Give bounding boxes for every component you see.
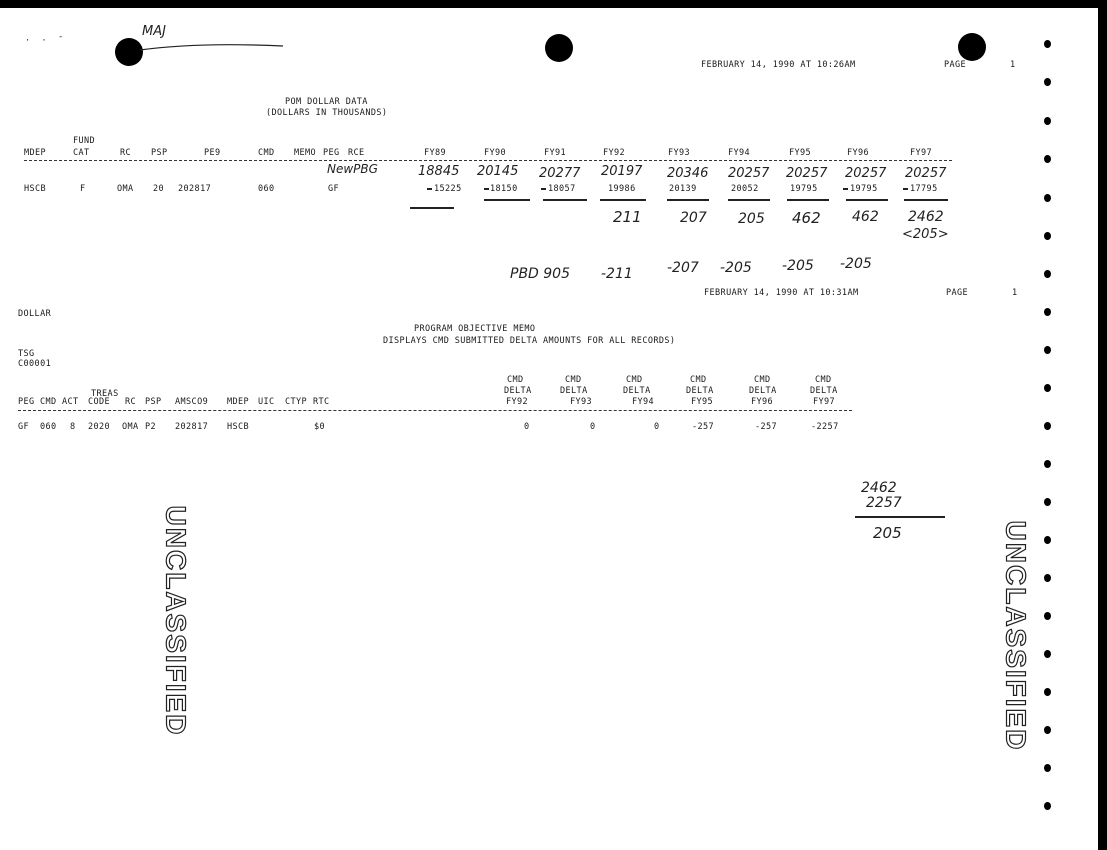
handwritten-value: 20257: [786, 166, 828, 181]
handwritten-delta: 462: [852, 209, 879, 225]
cell-fy92-delta: 0: [524, 422, 530, 432]
handwritten-underline: [787, 199, 829, 201]
handwritten-value: 20277: [539, 166, 581, 181]
feed-hole-icon: [1044, 650, 1051, 658]
punch-hole-icon: [958, 33, 986, 61]
col-header: FY90: [484, 148, 507, 158]
delta-header-l2: DELTA: [623, 386, 651, 396]
feed-hole-icon: [1044, 346, 1051, 354]
cell-fy93-delta: 0: [590, 422, 596, 432]
col-header: FY97: [910, 148, 933, 158]
handwritten-calc-rule: [855, 516, 945, 518]
cell-act: 8: [70, 422, 76, 432]
handwritten-value: 20257: [905, 166, 947, 181]
handwritten-underline: [846, 199, 888, 201]
handwritten-mark: [843, 188, 848, 190]
cell-fy90: 18150: [490, 184, 518, 194]
col-header: MEMO: [294, 148, 317, 158]
delta-header-l1: CMD: [565, 375, 582, 385]
feed-hole-icon: [1044, 726, 1051, 734]
col-header: RCE: [348, 148, 365, 158]
scan-top-border: [0, 0, 1107, 8]
delta-header-l3: FY94: [632, 397, 655, 407]
feed-hole-icon: [1044, 40, 1051, 48]
report1-title: POM DOLLAR DATA: [285, 97, 368, 107]
handwritten-delta: 462: [792, 209, 821, 227]
handwritten-pbd-value: -205: [720, 260, 752, 276]
handwritten-calc: 2462: [861, 480, 897, 496]
report2-treas-label: TREAS: [91, 389, 119, 399]
col-header: UIC: [258, 397, 275, 407]
feed-hole-icon: [1044, 802, 1051, 810]
handwritten-value: 20346: [667, 166, 709, 181]
cell-fy89: 15225: [434, 184, 462, 194]
handwritten-value: 20145: [477, 164, 519, 179]
handwritten-delta: 207: [680, 210, 707, 226]
initials-underline: [138, 38, 288, 54]
handwritten-value: 20257: [728, 166, 770, 181]
feed-hole-icon: [1044, 612, 1051, 620]
report1-subtitle: (DOLLARS IN THOUSANDS): [266, 108, 388, 118]
cell-rc: OMA: [117, 184, 134, 194]
report2-subtitle: DISPLAYS CMD SUBMITTED DELTA AMOUNTS FOR ALL RECORDS): [383, 336, 676, 346]
delta-header-l3: FY93: [570, 397, 593, 407]
handwritten-underline: [728, 199, 770, 201]
cell-peg: GF: [328, 184, 340, 194]
cell-fy94: 20052: [731, 184, 759, 194]
col-header: PEG: [323, 148, 340, 158]
feed-hole-icon: [1044, 574, 1051, 582]
handwritten-underline: [543, 199, 587, 201]
handwritten-pbd-value: -205: [840, 256, 872, 272]
report2-code: C00001: [18, 359, 52, 369]
handwritten-delta: 205: [738, 211, 765, 227]
col-header: CAT: [73, 148, 90, 158]
cell-cmd: 060: [40, 422, 57, 432]
col-header: CMD: [258, 148, 275, 158]
cell-fy97: 17795: [910, 184, 938, 194]
cell-fy95: 19795: [790, 184, 818, 194]
col-header: RC: [120, 148, 132, 158]
col-header: PE9: [204, 148, 221, 158]
feed-hole-icon: [1044, 688, 1051, 696]
delta-header-l3: FY92: [506, 397, 529, 407]
col-header: FY96: [847, 148, 870, 158]
report2-page-number: 1: [1012, 288, 1018, 298]
handwritten-value: 20257: [845, 166, 887, 181]
report2-left-label: DOLLAR: [18, 309, 52, 319]
feed-hole-icon: [1044, 384, 1051, 392]
scan-marks: · · ¯: [25, 36, 64, 46]
handwritten-calc: 2257: [866, 495, 902, 511]
cell-code: 2020: [88, 422, 111, 432]
cell-fy96: 19795: [850, 184, 878, 194]
col-header: FY91: [544, 148, 567, 158]
handwritten-delta: 2462: [908, 209, 944, 225]
handwritten-underline: [600, 199, 646, 201]
report1-header-fund: FUND: [73, 136, 96, 146]
delta-header-l2: DELTA: [560, 386, 588, 396]
col-header: CODE: [88, 397, 111, 407]
cell-cat: F: [80, 184, 86, 194]
handwritten-bracket: <205>: [902, 227, 949, 242]
col-header: FY95: [789, 148, 812, 158]
delta-header-l1: CMD: [690, 375, 707, 385]
cell-amsco: 202817: [175, 422, 209, 432]
feed-hole-icon: [1044, 460, 1051, 468]
col-header: MDEP: [24, 148, 47, 158]
classification-stamp-right: UNCLASSIFIED: [1000, 520, 1032, 752]
handwritten-mark: [903, 188, 908, 190]
delta-header-l1: CMD: [507, 375, 524, 385]
feed-hole-icon: [1044, 308, 1051, 316]
col-header: FY94: [728, 148, 751, 158]
col-header: PEG: [18, 397, 35, 407]
delta-header-l3: FY96: [751, 397, 774, 407]
report1-page-label: PAGE: [944, 60, 967, 70]
delta-header-l2: DELTA: [749, 386, 777, 396]
col-header: FY92: [603, 148, 626, 158]
delta-header-l2: DELTA: [810, 386, 838, 396]
cell-psp: 20: [153, 184, 165, 194]
report2-title: PROGRAM OBJECTIVE MEMO: [414, 324, 536, 334]
report2-org: TSG: [18, 349, 35, 359]
feed-hole-icon: [1044, 498, 1051, 506]
scan-right-border: [1098, 0, 1107, 850]
cell-fy95-delta: -257: [692, 422, 715, 432]
delta-header-l3: FY95: [691, 397, 714, 407]
cell-rtc: $0: [314, 422, 326, 432]
col-header: MDEP: [227, 397, 250, 407]
handwritten-initials: MAJ: [142, 24, 166, 39]
delta-header-l2: DELTA: [504, 386, 532, 396]
delta-header-l2: DELTA: [686, 386, 714, 396]
col-header: FY89: [424, 148, 447, 158]
col-header: RTC: [313, 397, 330, 407]
cell-fy91: 18057: [548, 184, 576, 194]
feed-hole-icon: [1044, 117, 1051, 125]
col-header: RC: [125, 397, 137, 407]
col-header: FY93: [668, 148, 691, 158]
feed-hole-icon: [1044, 78, 1051, 86]
delta-header-l1: CMD: [754, 375, 771, 385]
cell-cmd: 060: [258, 184, 275, 194]
handwritten-underline: [484, 199, 530, 201]
handwritten-value: 18845: [418, 164, 460, 179]
handwritten-pbd-value: -207: [667, 260, 699, 276]
col-header: CTYP: [285, 397, 308, 407]
handwritten-mark: [541, 188, 546, 190]
report1-page-number: 1: [1010, 60, 1016, 70]
punch-hole-icon: [545, 34, 573, 62]
report2-page-label: PAGE: [946, 288, 969, 298]
feed-hole-icon: [1044, 232, 1051, 240]
handwritten-underline: [410, 207, 454, 209]
cell-peg: GF: [18, 422, 30, 432]
cell-psp: P2: [145, 422, 157, 432]
delta-header-l1: CMD: [626, 375, 643, 385]
handwritten-pbd-value: -205: [782, 258, 814, 274]
feed-hole-icon: [1044, 155, 1051, 163]
handwritten-underline: [667, 199, 709, 201]
col-header: PSP: [151, 148, 168, 158]
handwritten-pbd-label: PBD 905: [510, 266, 570, 282]
col-header: ACT: [62, 397, 79, 407]
cell-fy93: 20139: [669, 184, 697, 194]
handwritten-pbd-value: -211: [601, 266, 633, 282]
cell-mdep: HSCB: [227, 422, 250, 432]
header-rule: [24, 160, 952, 162]
handwritten-calc: 205: [873, 524, 902, 542]
report1-timestamp: FEBRUARY 14, 1990 AT 10:26AM: [701, 60, 856, 70]
cell-fy92: 19986: [608, 184, 636, 194]
cell-mdep: HSCB: [24, 184, 47, 194]
feed-hole-icon: [1044, 270, 1051, 278]
col-header: CMD: [40, 397, 57, 407]
delta-header-l3: FY97: [813, 397, 836, 407]
delta-header-l1: CMD: [815, 375, 832, 385]
feed-hole-icon: [1044, 194, 1051, 202]
cell-fy96-delta: -257: [755, 422, 778, 432]
handwritten-underline: [904, 199, 948, 201]
feed-hole-icon: [1044, 422, 1051, 430]
feed-hole-icon: [1044, 536, 1051, 544]
col-header: AMSCO9: [175, 397, 209, 407]
col-header: PSP: [145, 397, 162, 407]
handwritten-delta: 211: [613, 208, 642, 226]
handwritten-mark: [484, 188, 489, 190]
feed-hole-icon: [1044, 764, 1051, 772]
handwritten-new-pbg-label: NewPBG: [327, 162, 378, 176]
handwritten-value: 20197: [601, 164, 643, 179]
header-rule: [18, 410, 852, 412]
cell-rc: OMA: [122, 422, 139, 432]
classification-stamp-left: UNCLASSIFIED: [160, 505, 192, 737]
cell-fy94-delta: 0: [654, 422, 660, 432]
cell-pe9: 202817: [178, 184, 212, 194]
cell-fy97-delta: -2257: [811, 422, 839, 432]
report2-timestamp: FEBRUARY 14, 1990 AT 10:31AM: [704, 288, 859, 298]
handwritten-mark: [427, 188, 432, 190]
